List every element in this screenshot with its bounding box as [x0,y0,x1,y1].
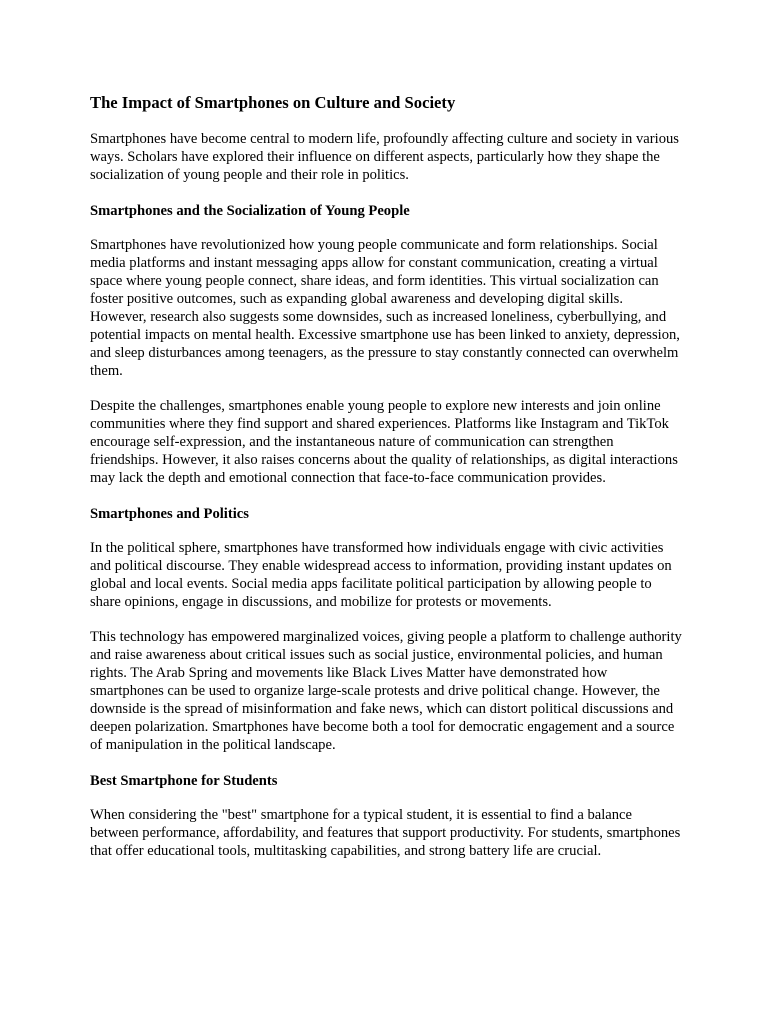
paragraph: This technology has empowered marginalized voices, giving people a platform to challenge authority and raise awareness about critical issues such as social justice, environmental policies, and human rights. The Arab Spring and movements like Black Lives Matter have demonstrated how smartphones can be used to organize large-scale protests and drive political change. However, the downside is the spread of misinformation and fake news, which can distort political discussions and deepen polarization. Smartphones have become both a tool for democratic engagement and a source of manipulation in the political landscape. [90,629,682,753]
section-heading-best-smartphone: Best Smartphone for Students [90,772,278,789]
paragraph: Smartphones have revolutionized how young people communicate and form relationships. Social media platforms and instant messaging apps allow for constant communication, creating a virtual space where young people connect, share ideas, and form identities. This virtual socialization can foster positive outcomes, such as expanding global awareness and developing digital skills. However, research also suggests some downsides, such as increased loneliness, cyberbullying, and potential impacts on mental health. Excessive smartphone use has been linked to anxiety, depression, and sleep disturbances among teenagers, as the pressure to stay constantly connected can overwhelm them. [90,237,680,379]
document-title: The Impact of Smartphones on Culture and Society [90,93,456,112]
intro-paragraph: Smartphones have become central to modern life, profoundly affecting culture and society in various ways. Scholars have explored their influence on different aspects, particularly how they shape the socialization of young people and their role in politics. [90,131,679,183]
section-heading-politics: Smartphones and Politics [90,506,249,522]
paragraph: When considering the "best" smartphone for a typical student, it is essential to find a balance between performance, affordability, and features that support productivity. For students, smartphones that offer educational tools, multitasking capabilities, and strong battery life are crucial. [90,806,681,859]
section-heading-socialization: Smartphones and the Socialization of Young People [90,203,410,220]
document-page [90,93,682,878]
paragraph: In the political sphere, smartphones have transformed how individuals engage with civic activities and political discourse. They enable widespread access to information, providing instant updates on global and local events. Social media apps facilitate political participation by allowing people to share opinions, engage in discussions, and mobilize for protests or movements. [90,540,672,610]
paragraph: Despite the challenges, smartphones enable young people to explore new interests and join online communities where they find support and shared experiences. Platforms like Instagram and TikTok encourage self-expression, and the instantaneous nature of communication can strengthen friendships. However, it also raises concerns about the quality of relationships, as digital interactions may lack the depth and emotional connection that face-to-face communication provides. [90,397,678,486]
